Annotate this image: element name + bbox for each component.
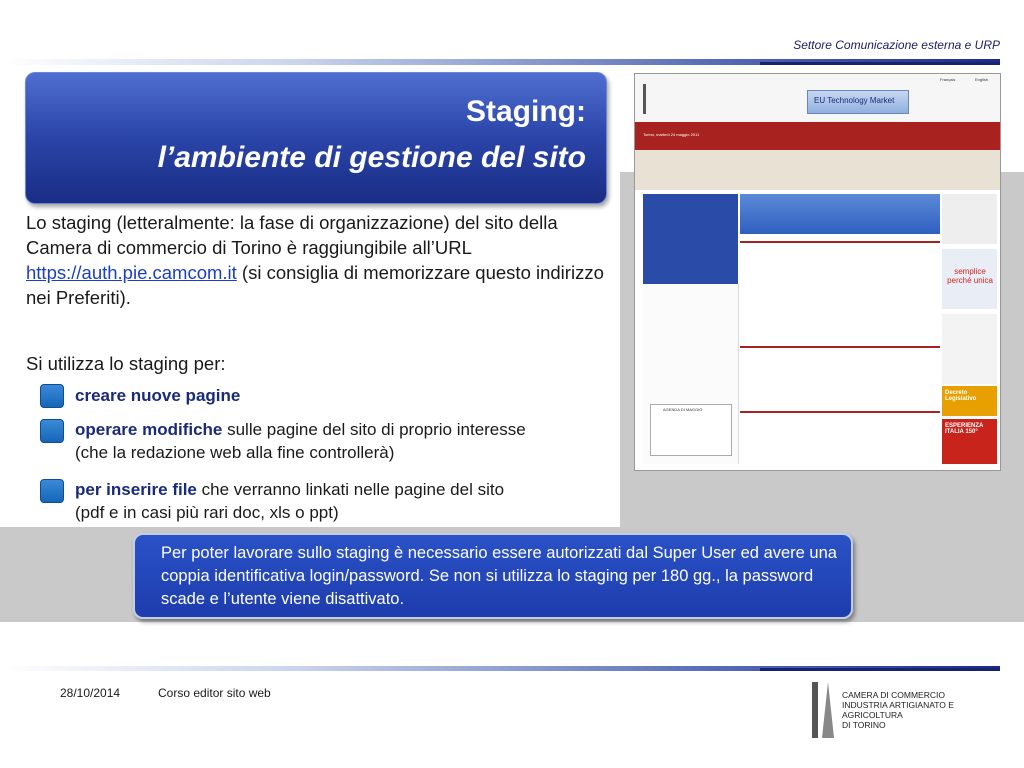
chamber-logo	[810, 680, 1010, 740]
page-title: Staging:	[466, 95, 586, 128]
shot-promo-decreto	[942, 386, 997, 416]
bullet-item	[75, 418, 635, 441]
title-box	[25, 72, 607, 204]
bullet-item	[75, 478, 615, 501]
bullet-strong: creare nuove pagine	[75, 386, 241, 405]
shot-banner	[807, 90, 909, 114]
intro-text-after: (si consiglia di memorizzare questo indirizzo nei Preferiti).	[26, 262, 604, 308]
bullet-line2: (pdf e in casi più rari doc, xls o ppt)	[75, 503, 339, 522]
shot-promo-mid	[942, 314, 997, 384]
logo-line1: CAMERA DI COMMERCIO	[842, 690, 945, 700]
logo-line2: INDUSTRIA ARTIGIANATO E AGRICOLTURA	[842, 700, 954, 720]
note-text: Per poter lavorare sullo staging è necessario essere autorizzati dal Super User ed avere una coppia identificativa login/password. Se non si utilizza lo staging per 180 gg., la password scade e l’utente viene disattivato.	[161, 544, 837, 608]
bottom-rule-accent	[760, 668, 1000, 671]
shot-promo-decreto-text: Decreto Legislativo	[945, 390, 977, 402]
shot-left-nav	[643, 194, 738, 284]
shot-date: Torino, martedì 24 maggio 2011	[643, 132, 700, 137]
bullet-strong: per inserire file	[75, 480, 197, 499]
bullet-rest: che verranno linkati nelle pagine del sito	[196, 480, 505, 499]
header-sector: Settore Comunicazione esterna e URP	[793, 38, 1000, 52]
bullet-icon	[40, 419, 64, 443]
shot-promo-unica	[942, 249, 997, 309]
shot-promo-img	[942, 194, 997, 244]
bullet-icon	[40, 384, 64, 408]
shot-profile-box	[740, 194, 940, 234]
page-subtitle: l’ambiente di gestione del sito	[157, 141, 586, 174]
shot-menu	[635, 150, 1000, 190]
footer-course: Corso editor sito web	[158, 686, 271, 700]
note-box	[133, 533, 853, 619]
website-screenshot	[634, 73, 1001, 471]
bullet-rest: sulle pagine del sito di proprio interesse	[222, 420, 526, 439]
uses-label: Si utilizza lo staging per:	[26, 353, 226, 374]
shot-promo-italia	[942, 419, 997, 464]
bullet-item	[75, 384, 240, 407]
shot-banner-text: EU Technology Market	[814, 96, 895, 105]
logo-line3: DI TORINO	[842, 720, 886, 730]
shot-logo	[643, 84, 706, 114]
intro-text-before: Lo staging (letteralmente: la fase di organizzazione) del sito della Camera di commercio di Torino è raggiungibile all’URL	[26, 212, 558, 258]
bullet-line2: (che la redazione web alla fine controllerà)	[75, 443, 395, 462]
intro-paragraph	[26, 210, 606, 310]
logo-text	[842, 690, 1010, 730]
footer-date: 28/10/2014	[60, 686, 121, 700]
shot-news	[740, 236, 940, 464]
top-rule-accent	[760, 62, 1000, 65]
shot-calendar-title: AGENDA DI MAGGIO	[663, 407, 703, 412]
shot-lang-fr: Français	[940, 77, 956, 82]
bullet-icon	[40, 479, 64, 503]
mole-icon	[810, 680, 838, 740]
shot-calendar	[650, 404, 732, 456]
shot-lang-en: English	[975, 77, 989, 82]
shot-promo-italia-text: ESPERIENZA ITALIA 150°	[945, 423, 984, 435]
shot-promo-unica-text: semplice perché unica	[947, 267, 993, 285]
staging-url-link[interactable]: https://auth.pie.camcom.it	[26, 262, 237, 283]
bullet-strong: operare modifiche	[75, 420, 223, 439]
